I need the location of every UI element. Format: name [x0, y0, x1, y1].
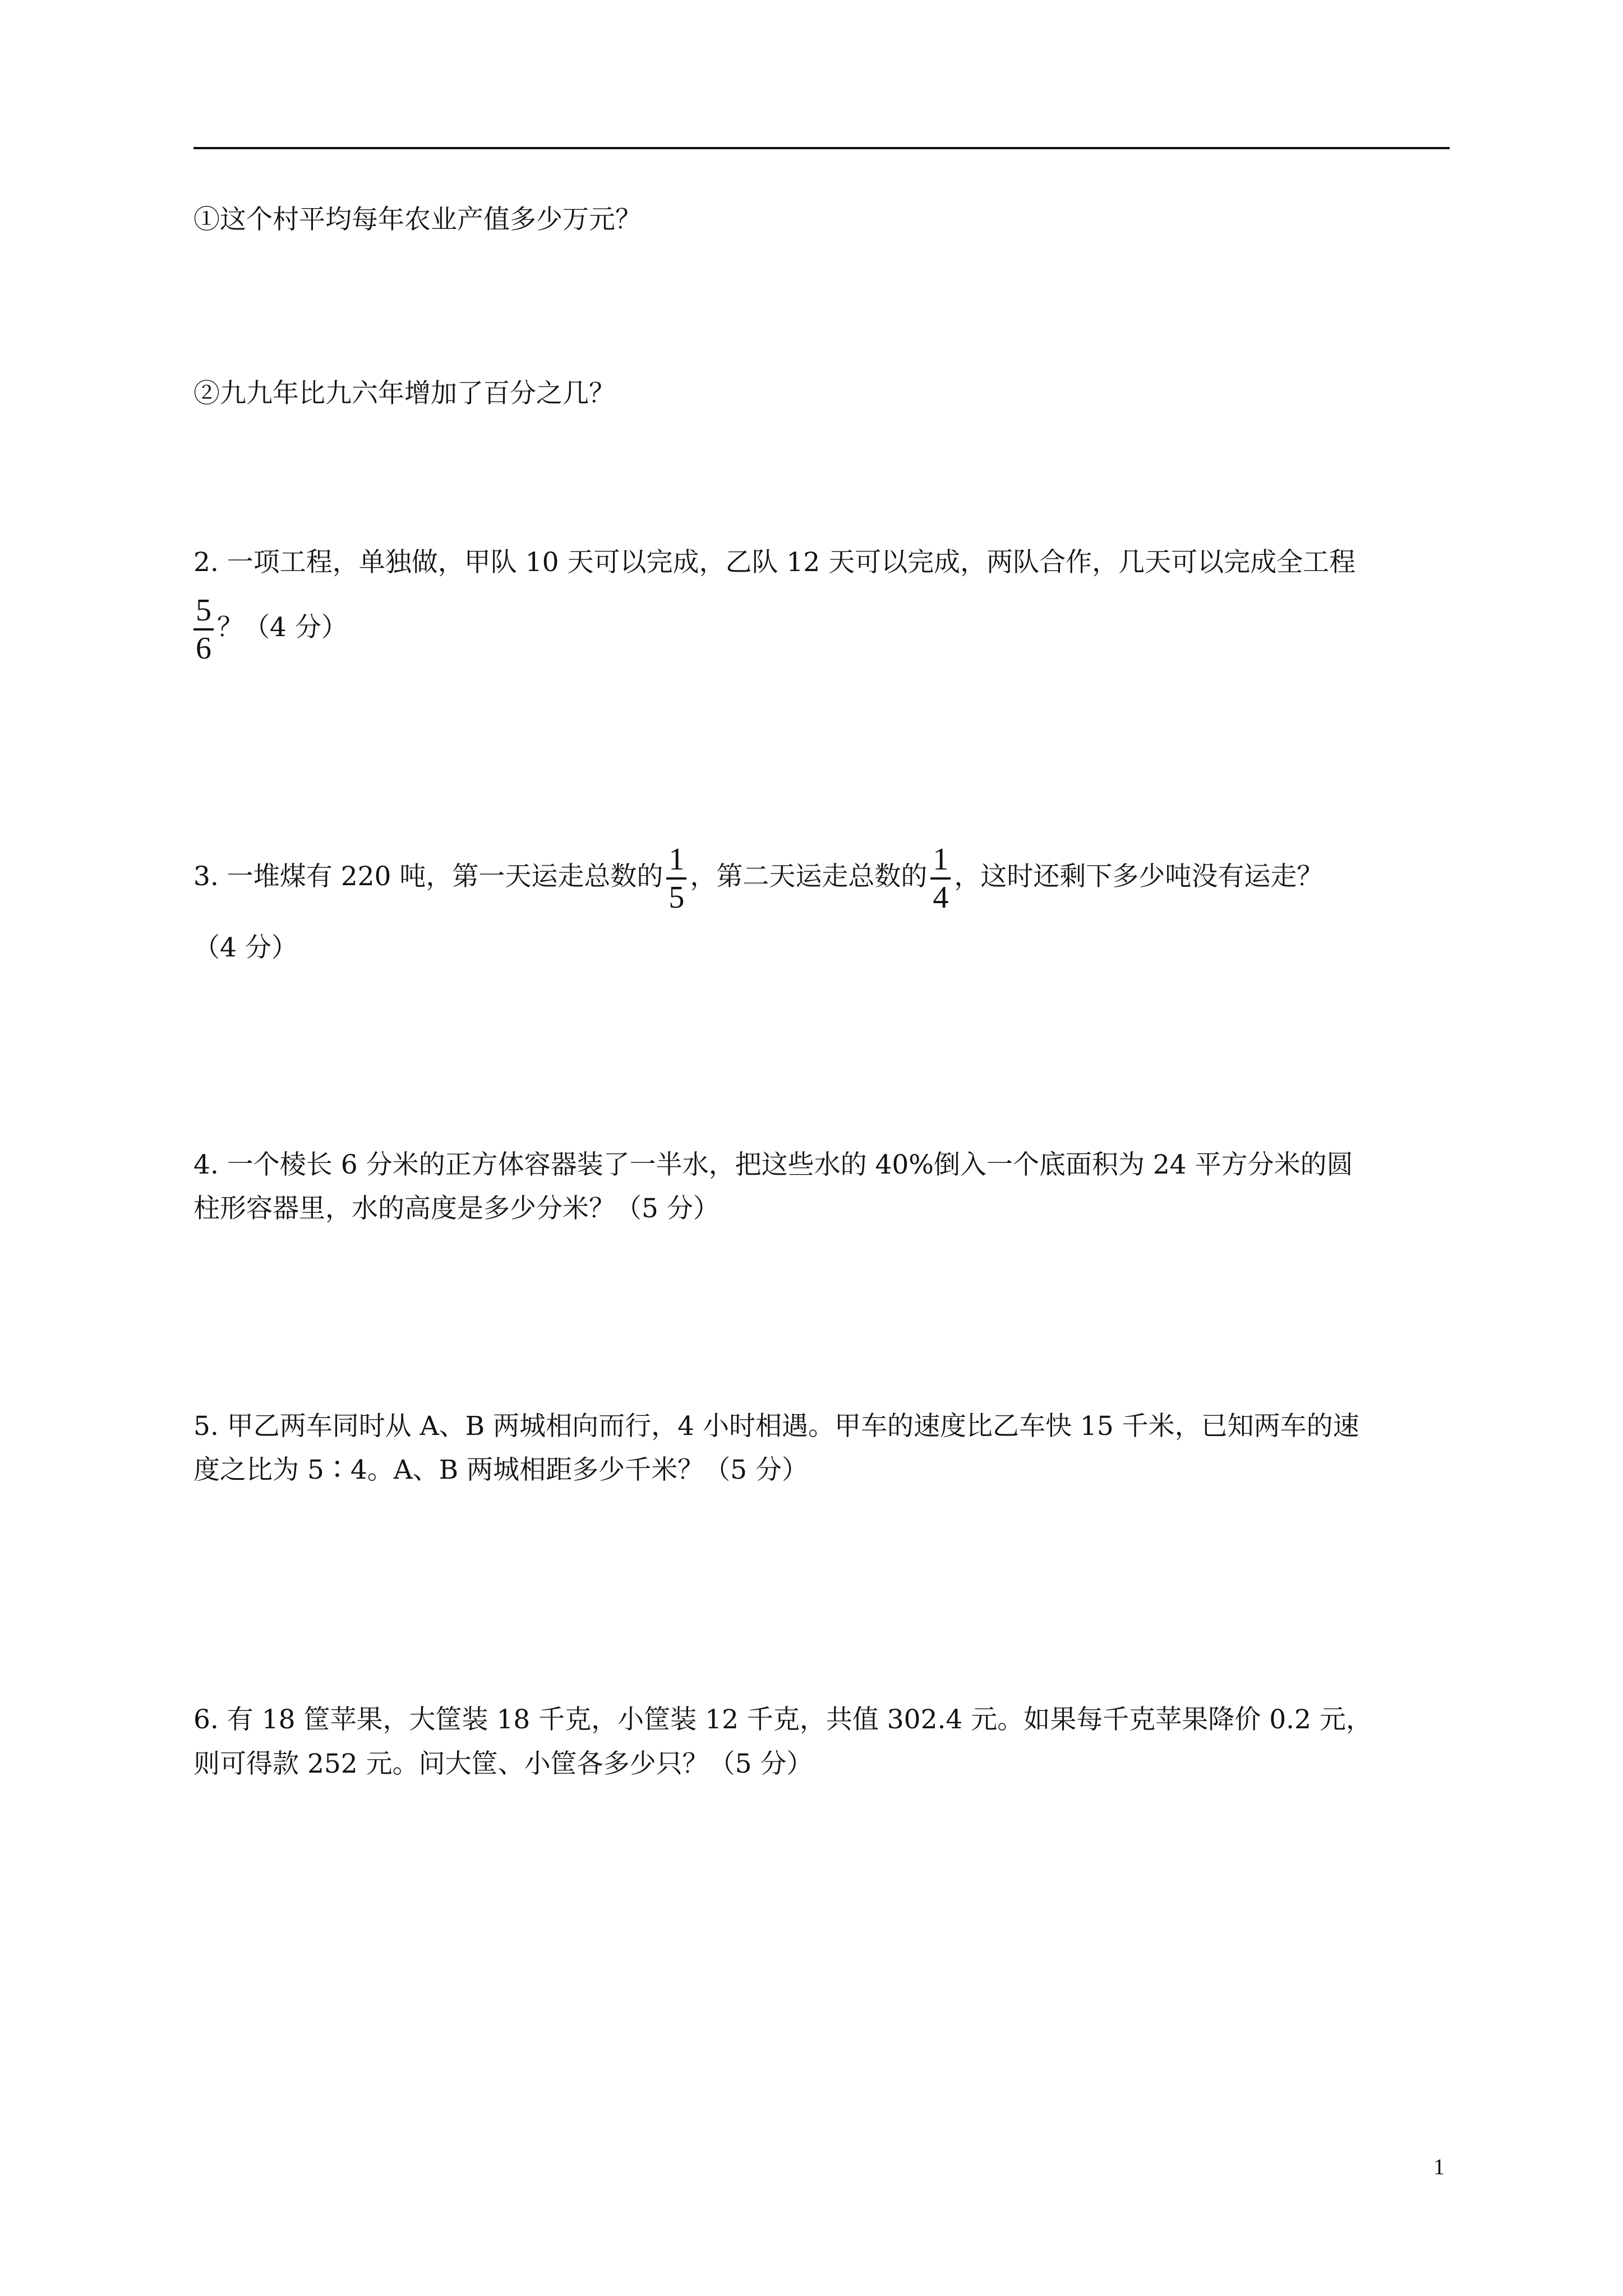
question-4-line-1: 4. 一个棱长 6 分米的正方体容器装了一半水，把这些水的 40%倒入一个底面积为 24 平方分米的圆 [193, 1149, 1353, 1180]
question-4-line-2: 柱形容器里，水的高度是多少分米？（5 分） [193, 1193, 720, 1224]
question-6-line-1: 6. 有 18 筐苹果，大筐装 18 千克，小筐装 12 千克，共值 302.4 元。如果每千克苹果降价 0.2 元， [193, 1704, 1372, 1735]
question-3-line-2: （4 分） [193, 932, 298, 963]
fraction-denominator: 5 [668, 880, 685, 915]
question-5-line-2: 度之比为 5∶4。A、B 两城相距多少千米？（5 分） [193, 1455, 809, 1485]
question-6-line-2: 则可得款 252 元。问大筐、小筐各多少只？（5 分） [193, 1749, 813, 1779]
fraction-bar [666, 877, 686, 880]
fraction-one-quarter [930, 843, 951, 914]
page-number: 1 [1433, 2154, 1445, 2179]
question-3-part-3: ，这时还剩下多少吨没有运走？ [954, 861, 1324, 892]
fraction-denominator: 4 [933, 880, 949, 915]
fraction-bar [193, 628, 214, 631]
fraction-numerator: 5 [196, 593, 211, 628]
fraction-bar [930, 877, 951, 880]
fraction-numerator: 1 [668, 842, 685, 877]
question-3-part-1: 3. 一堆煤有 220 吨，第一天运走总数的 [193, 861, 663, 892]
fraction-denominator: 6 [196, 631, 211, 666]
question-3-line-1 [193, 843, 1323, 914]
fraction-five-sixths [193, 593, 214, 665]
question-3-part-2: ，第二天运走总数的 [690, 861, 928, 892]
question-2-line-2 [193, 593, 348, 665]
question-2-line-1: 2. 一项工程，单独做，甲队 10 天可以完成，乙队 12 天可以完成，两队合作，几天可以完成全工程 [193, 547, 1356, 578]
question-2-tail: ？（4 分） [217, 612, 348, 643]
question-1-1: ①这个村平均每年农业产值多少万元？ [193, 204, 642, 235]
fraction-one-fifth [666, 843, 686, 914]
fraction-numerator: 1 [933, 842, 949, 877]
header-rule [193, 147, 1450, 149]
question-1-2: ②九九年比九六年增加了百分之几？ [193, 378, 615, 409]
question-5-line-1: 5. 甲乙两车同时从 A、B 两城相向而行，4 小时相遇。甲车的速度比乙车快 15 千米，已知两车的速 [193, 1411, 1359, 1442]
